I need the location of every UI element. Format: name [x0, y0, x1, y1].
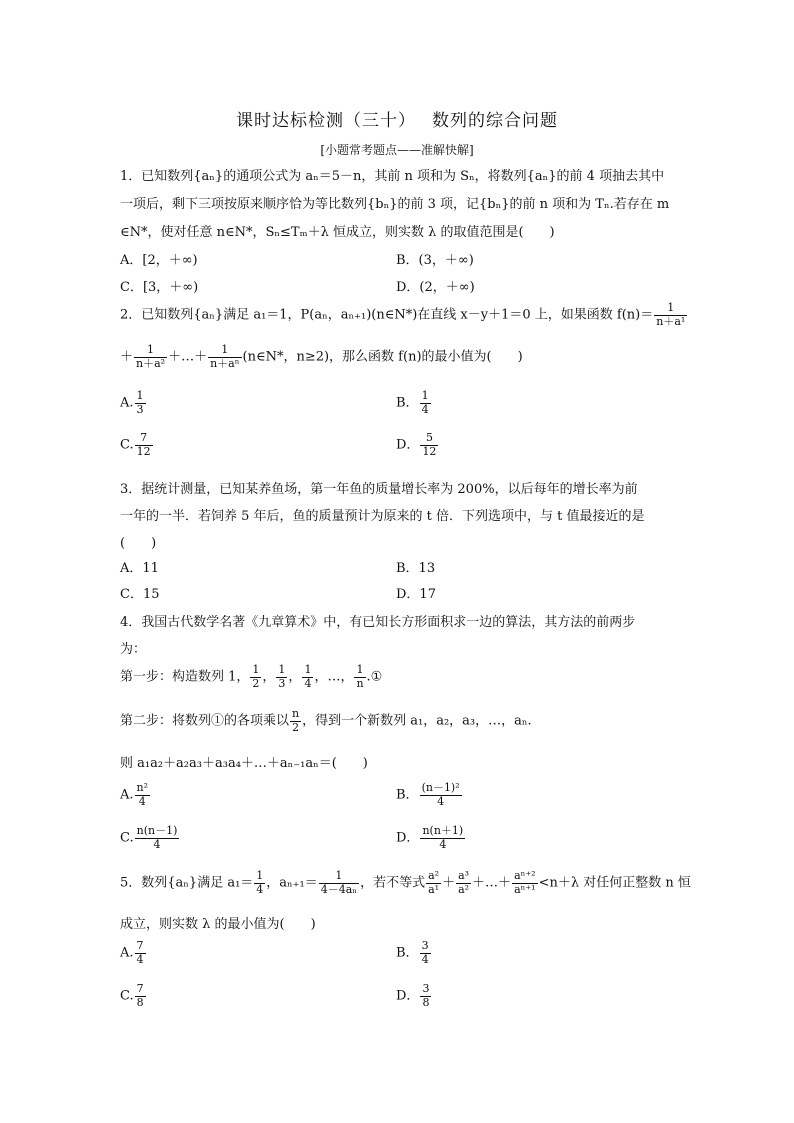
numerator: 7	[136, 982, 144, 995]
q5-fraction	[426, 870, 441, 896]
q5-option-c	[120, 983, 147, 1009]
option-label: D．	[396, 830, 420, 846]
q5-option-b	[396, 940, 432, 966]
denominator: 4	[304, 676, 312, 690]
denominator: 12	[136, 444, 151, 458]
denominator: 4	[256, 882, 264, 896]
option-fraction	[420, 940, 431, 966]
q3-option-b: B．13	[396, 561, 436, 576]
option-label: C.	[120, 830, 134, 846]
q2-option-b	[396, 390, 432, 416]
step1-end: .①	[366, 669, 383, 685]
q5-fraction	[319, 870, 359, 896]
denominator: 12	[422, 444, 437, 458]
q5-option-a	[120, 940, 147, 966]
denominator: a¹	[428, 882, 440, 896]
option-label: B．	[396, 395, 419, 411]
numerator: 7	[135, 432, 153, 446]
numerator: n(n－1)	[136, 824, 178, 837]
q2-fraction-2	[134, 344, 167, 370]
q3-line-2: 一年的一半．若饲养 5 年后，鱼的质量预计为原来的 t 倍．下列选项中，与 t 值最接近的是	[120, 509, 645, 524]
denominator: n＋a²	[136, 356, 166, 370]
step2-tail: ，得到一个新数列 a₁，a₂，a₃，…，aₙ.	[302, 713, 532, 729]
option-fraction	[420, 782, 462, 808]
numerator: 1	[136, 389, 144, 402]
denominator: n＋a¹	[656, 314, 686, 328]
denominator: n＋aⁿ	[210, 356, 240, 370]
q2-tail-text: (n∈N*，n≥2)，那么函数 f(n)的最小值为( )	[242, 349, 523, 365]
q4-line-2: 为：	[120, 642, 147, 657]
q5-fraction	[456, 870, 471, 896]
q1-option-c: C．[3，＋∞)	[120, 280, 199, 295]
q5-tail-text: <n＋λ 对任何正整数 n 恒	[538, 875, 691, 891]
option-fraction	[135, 825, 180, 851]
numerator: n²	[136, 781, 149, 794]
step2-fraction	[290, 708, 301, 734]
numerator: 1	[421, 389, 429, 402]
section-subtitle: [小题常考题点——准解快解]	[320, 143, 474, 157]
q2-line-1	[120, 302, 688, 328]
q2-dots: ＋…＋	[168, 349, 208, 365]
q2-option-c	[120, 432, 154, 458]
denominator: 8	[422, 995, 430, 1009]
denominator: 2	[252, 676, 260, 690]
option-label: C.	[120, 988, 134, 1004]
numerator: 1	[208, 344, 241, 358]
numerator: 1	[134, 344, 167, 358]
q2-fraction-3	[208, 344, 241, 370]
q1-option-b: B．(3，＋∞)	[396, 253, 474, 268]
numerator: n	[292, 707, 300, 720]
q5-line-1	[120, 870, 691, 896]
numerator: 1	[654, 302, 687, 316]
page-title: 课时达标检测（三十） 数列的综合问题	[236, 111, 558, 131]
denominator: a²	[458, 882, 470, 896]
q4-option-b	[396, 782, 463, 808]
option-label: A.	[120, 945, 134, 961]
q3-option-a: A．11	[120, 561, 159, 576]
numerator: 5	[420, 432, 438, 446]
numerator: 1	[354, 664, 365, 678]
option-fraction	[420, 983, 431, 1009]
option-label: D．	[396, 988, 420, 1004]
denominator: 4	[421, 952, 429, 966]
q2-line-2	[120, 344, 523, 370]
numerator: 1	[252, 663, 260, 676]
q5-option-d	[396, 983, 432, 1009]
denominator: 4－4aₙ	[320, 882, 358, 896]
q3-line-3: ( )	[120, 536, 157, 551]
step1-text: 第一步：构造数列 1，	[120, 669, 250, 685]
numerator: (n－1)²	[421, 781, 460, 794]
q2-option-a	[120, 390, 147, 416]
denominator: 4	[421, 402, 429, 416]
denominator: 4	[136, 952, 144, 966]
numerator: 3	[421, 939, 429, 952]
q1-line-3: ∈N*，使对任意 n∈N*，Sₙ≤Tₘ＋λ 恒成立，则实数 λ 的取值范围是( )	[120, 225, 555, 240]
q1-line-2: 一项后，剩下三项按原来顺序恰为等比数列{bₙ}的前 3 项，记{bₙ}的前 n 项和为 Tₙ.若存在 m	[120, 197, 670, 212]
q4-line-1: 4．我国古代数学名著《九章算术》中，有已知长方形面积求一边的算法，其方法的前两步	[120, 615, 636, 630]
numerator: 1	[256, 869, 264, 882]
option-fraction	[135, 940, 146, 966]
option-label: C.	[120, 437, 134, 453]
q5-fraction	[254, 870, 265, 896]
option-label: B．	[396, 787, 419, 803]
option-fraction	[135, 782, 151, 808]
numerator: 7	[136, 939, 144, 952]
step1-fraction	[354, 664, 365, 690]
step2-text: 第二步：将数列①的各项乘以	[120, 713, 290, 729]
option-fraction	[135, 983, 146, 1009]
numerator: a²	[428, 869, 440, 882]
numerator: aⁿ⁺²	[514, 869, 536, 882]
denominator: 4	[437, 794, 445, 808]
option-fraction	[135, 390, 146, 416]
q2-plus: ＋	[120, 349, 134, 365]
q4-step-1: 第一步：构造数列 1， $\frac{1}{2}$ ， $\frac{1}{3}$ ， $\frac{1}{4}$ ，…， $\frac{1}{n}$ .①	[120, 663, 383, 690]
step1-fraction	[250, 664, 261, 690]
numerator: 3	[422, 982, 430, 995]
q5-plus: ＋	[442, 875, 456, 891]
denominator: 4	[138, 794, 146, 808]
denominator: 3	[136, 402, 144, 416]
denominator: 4	[439, 837, 447, 851]
option-label: A.	[120, 395, 134, 411]
q3-option-c: C．15	[120, 587, 160, 602]
option-label: B．	[396, 945, 419, 961]
step1-fraction	[302, 664, 313, 690]
numerator: a³	[458, 869, 470, 882]
q1-line-1: 1．已知数列{aₙ}的通项公式为 aₙ＝5－n，其前 n 项和为 Sₙ，将数列{aₙ}的前 4 项抽去其中	[120, 169, 665, 184]
numerator: 1	[304, 663, 312, 676]
denominator: 8	[136, 995, 144, 1009]
denominator: 3	[278, 676, 286, 690]
option-fraction	[420, 390, 431, 416]
denominator: 2	[292, 720, 300, 734]
option-fraction	[420, 432, 438, 458]
q5-text: ，aₙ₊₁＝	[266, 875, 318, 891]
q3-line-1: 3．据统计测量，已知某养鱼场，第一年鱼的质量增长率为 200%，以后每年的增长率为前	[120, 482, 638, 497]
option-label: A.	[120, 787, 134, 803]
q5-stem-text: 5．数列{aₙ}满足 a₁＝	[120, 875, 254, 891]
option-label: D．	[396, 437, 420, 453]
q1-option-d: D．(2，＋∞)	[396, 280, 475, 295]
q2-fraction-1	[654, 302, 687, 328]
numerator: 1	[278, 663, 286, 676]
option-fraction	[135, 432, 153, 458]
option-fraction	[420, 825, 465, 851]
q1-option-a: A．[2，＋∞)	[120, 253, 198, 268]
q3-option-d: D．17	[396, 587, 436, 602]
denominator: 4	[153, 837, 161, 851]
step1-ellipsis: ，…，	[314, 669, 354, 685]
q5-dots: ＋…＋	[472, 875, 512, 891]
q4-option-a	[120, 782, 151, 808]
q5-line-2: 成立，则实数 λ 的最小值为( )	[120, 917, 316, 932]
denominator: aⁿ⁺¹	[514, 882, 536, 896]
q4-step-2	[120, 708, 532, 734]
numerator: 1	[319, 870, 359, 884]
q2-stem-text: 2．已知数列{aₙ}满足 a₁＝1，P(aₙ，aₙ₊₁)(n∈N*)在直线 x－y＋1＝0 上，如果函数 f(n)＝	[120, 307, 654, 323]
q2-option-d	[396, 432, 439, 458]
q5-text: ，若不等式	[360, 875, 426, 891]
q4-option-c	[120, 825, 180, 851]
q5-fraction	[512, 870, 538, 896]
step1-fraction	[276, 664, 287, 690]
denominator: n	[356, 676, 364, 690]
numerator: n(n＋1)	[422, 824, 464, 837]
q4-question: 则 a₁a₂＋a₂a₃＋a₃a₄＋…＋aₙ₋₁aₙ＝( )	[120, 756, 368, 771]
q4-option-d	[396, 825, 466, 851]
